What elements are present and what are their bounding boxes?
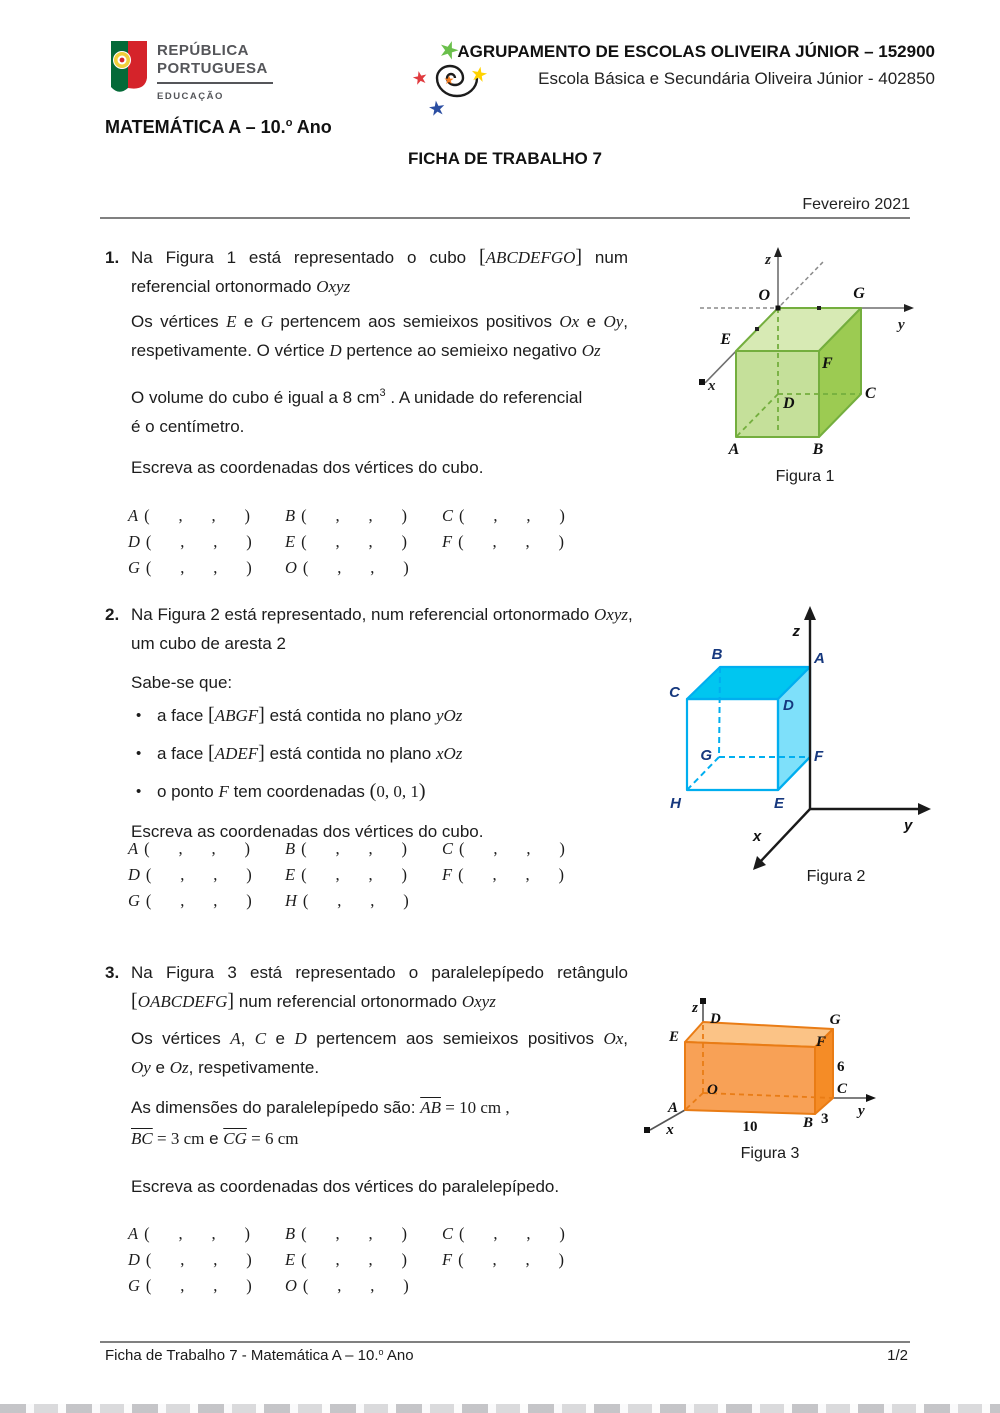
math-oxyz: Oxyz	[594, 605, 629, 624]
vertex-label-O: O	[707, 1082, 718, 1098]
figure-1-caption: Figura 1	[775, 468, 835, 485]
bullet-dot: •	[136, 783, 142, 800]
orange-star: ★	[443, 73, 455, 87]
coord-blank: ( , , )	[301, 1224, 407, 1243]
coord-row	[128, 836, 599, 862]
q2-line2: um cubo de aresta 2	[131, 634, 286, 653]
math: Oz	[581, 341, 601, 360]
school-name-line1: AGRUPAMENTO DE ESCOLAS OLIVEIRA JÚNIOR – 152900	[457, 42, 935, 61]
t: a face	[157, 706, 209, 725]
republica-portuguesa-flag-logo	[108, 40, 150, 98]
coord-cell	[285, 1221, 442, 1247]
gov-logo-text	[157, 42, 273, 106]
solid-front-face	[685, 1042, 815, 1114]
coord-blank: ( , , )	[145, 1250, 252, 1269]
math: D	[329, 341, 342, 360]
footer-ordinal: o	[378, 1347, 384, 1357]
measure: = 3 cm	[152, 1129, 205, 1148]
math-plane: yOz	[435, 706, 463, 725]
math: Ox	[559, 312, 580, 331]
t: num referencial ortonormado	[234, 992, 462, 1011]
coord-row	[128, 1247, 599, 1273]
t: ,	[240, 1029, 255, 1048]
t: O volume do cubo é igual a 8 cm	[131, 388, 380, 407]
q3-line6	[105, 1123, 628, 1154]
coord-cell	[285, 555, 442, 581]
green-leaf-star: ★	[434, 34, 464, 67]
vertex-label-H: H	[670, 795, 681, 812]
t: e	[266, 1029, 295, 1048]
vertex-label-A: A	[667, 1100, 678, 1116]
coord-cell	[128, 1273, 285, 1299]
vertex-letter: G	[128, 891, 140, 910]
blue-star: ★	[426, 96, 448, 122]
t: ,	[628, 605, 633, 624]
coord-cell	[285, 888, 442, 914]
vertex-label-A: A	[728, 441, 740, 458]
coord-cell	[128, 555, 285, 581]
footer-rule	[100, 1341, 910, 1343]
y-arrowhead	[918, 803, 931, 815]
q3-coords	[128, 1221, 599, 1299]
negative-x-dashed	[781, 262, 823, 305]
q3-line7: Escreva as coordenadas dos vértices do paralelepípedo.	[131, 1177, 560, 1196]
vertex-label-G: G	[853, 285, 865, 302]
gov-line-educacao: EDUCAÇÃO	[157, 91, 224, 102]
z-arrowhead	[774, 247, 782, 257]
gov-divider	[157, 82, 273, 84]
t: ,	[623, 1029, 629, 1048]
math-cube-name: ABCDEFGO	[485, 248, 576, 267]
bracket: ]	[575, 246, 583, 268]
coord-row	[128, 1273, 599, 1299]
x-axis-label: x	[666, 1122, 674, 1138]
z-axis-label: z	[692, 1000, 698, 1016]
coord-blank: ( , , )	[144, 839, 250, 858]
coord-blank: ( , , )	[459, 506, 565, 525]
flag-red-band	[128, 41, 147, 89]
coord-blank: ( , , )	[302, 891, 409, 910]
question-3	[105, 958, 628, 1201]
fig1-cube-faces	[736, 308, 861, 437]
y-axis-label: y	[898, 317, 905, 333]
t: pertencem aos semieixos positivos	[272, 312, 560, 331]
math: Oz	[169, 1058, 189, 1077]
figure-2-caption: Figura 2	[806, 868, 866, 885]
t: referencial ortonormado	[131, 277, 317, 296]
t: Os vértices	[131, 312, 227, 331]
bullet-dot: •	[136, 745, 142, 762]
fig3-solid-faces	[685, 1022, 833, 1114]
y-axis-label: y	[858, 1103, 865, 1119]
z-axis-label: z	[792, 623, 800, 640]
t: As dimensões do paralelepípedo são:	[131, 1098, 421, 1117]
bracket: [	[478, 246, 486, 268]
t: Os vértices	[131, 1029, 231, 1048]
math: C	[254, 1029, 267, 1048]
header-rule	[100, 217, 910, 219]
coord-cell	[128, 836, 285, 862]
coord-cell	[128, 862, 285, 888]
coord-cell	[285, 1273, 442, 1299]
vertex-letter: O	[285, 1276, 297, 1295]
math: G	[260, 312, 273, 331]
vertex-letter: A	[128, 839, 139, 858]
t: está contida no plano	[264, 706, 436, 725]
coord-blank: ( , , )	[145, 532, 252, 551]
math: Oy	[603, 312, 624, 331]
gov-line-republica: REPÚBLICA	[157, 42, 250, 59]
q1-line6: é o centímetro.	[131, 417, 245, 436]
x-arrow-tip	[699, 379, 705, 385]
subject-title	[105, 117, 332, 138]
y-tick	[817, 306, 821, 310]
q2-bullet-1	[105, 697, 650, 735]
vertex-letter: O	[285, 558, 297, 577]
x-axis-label: x	[752, 828, 762, 845]
segment-AB: $\overline{AB}$	[420, 1098, 441, 1117]
math-face: ABGF	[214, 706, 259, 725]
t: Na Figura 3 está representado o paralelepípedo retângulo	[131, 963, 628, 982]
q1-number: 1.	[105, 248, 120, 267]
vertex-letter: F	[442, 532, 453, 551]
emblem-shield	[120, 58, 125, 63]
coord-row	[128, 862, 599, 888]
coord-cell	[442, 529, 599, 555]
y-arrowhead	[904, 304, 914, 312]
y-axis-label: y	[904, 817, 913, 834]
next-page-edge	[0, 1404, 1000, 1413]
vertex-label-D: D	[710, 1011, 721, 1027]
q3-line2	[105, 987, 628, 1016]
q3-number: 3.	[105, 963, 120, 982]
coord-cell	[442, 862, 599, 888]
coord-cell	[285, 1247, 442, 1273]
coord-cell	[128, 529, 285, 555]
q2-coords	[128, 836, 599, 914]
vertex-letter: B	[285, 506, 296, 525]
x-arrow-tip	[644, 1127, 650, 1133]
q1-line1	[105, 243, 628, 272]
vertex-label-E: E	[720, 331, 731, 348]
vertex-label-C: C	[865, 385, 876, 402]
q1-line2	[105, 272, 628, 301]
yellow-star: ★	[468, 62, 490, 88]
math: E	[226, 312, 237, 331]
paren: (	[369, 780, 377, 802]
q2-line3: Sabe-se que:	[131, 673, 233, 692]
bracket: ]	[258, 704, 265, 726]
coord-row	[128, 503, 599, 529]
vertex-label-G: G	[700, 747, 712, 764]
coord-cell	[442, 503, 599, 529]
math-face: ADEF	[214, 744, 259, 763]
q3-line3	[105, 1024, 628, 1053]
figure-1-cube-diagram	[675, 240, 930, 468]
math: D	[294, 1029, 307, 1048]
vertex-label-B: B	[711, 646, 723, 663]
coord-blank: ( , , )	[301, 865, 407, 884]
footer-page-number: 1/2	[887, 1347, 908, 1364]
bullet-dot: •	[136, 707, 142, 724]
bracket: [	[208, 704, 215, 726]
vertex-letter: E	[285, 865, 296, 884]
vertex-label-O: O	[758, 287, 770, 304]
vertex-letter: B	[285, 839, 296, 858]
vertex-label-G: G	[829, 1012, 841, 1028]
vertex-label-E: E	[668, 1029, 679, 1045]
vertex-letter: C	[442, 839, 454, 858]
coord-blank: ( , , )	[459, 839, 565, 858]
dim-label-6: 6	[837, 1059, 845, 1075]
t: pertencem aos semieixos positivos	[306, 1029, 604, 1048]
coord-cell	[128, 888, 285, 914]
measure: = 6 cm	[246, 1129, 299, 1148]
q1-line7: Escreva as coordenadas dos vértices do cubo.	[131, 458, 484, 477]
vertex-label-F: F	[822, 355, 833, 372]
coord-blank: ( , , )	[302, 558, 409, 577]
t: e	[150, 1058, 170, 1077]
z-arrow-tip	[700, 998, 706, 1004]
vertex-letter: E	[285, 1250, 296, 1269]
t: e	[204, 1129, 224, 1148]
q3-line5	[105, 1092, 628, 1123]
vertex-letter: B	[285, 1224, 296, 1243]
t: a face	[157, 744, 209, 763]
sheet-title: FICHA DE TRABALHO 7	[408, 149, 602, 168]
vertex-letter: E	[285, 532, 296, 551]
gov-line-portuguesa: PORTUGUESA	[157, 60, 268, 77]
vertex-label-A: A	[814, 650, 825, 667]
t: Na Figura 1 está representado o cubo	[131, 248, 479, 267]
subject-text: MATEMÁTICA A – 10.	[105, 117, 286, 137]
q2-line1	[105, 600, 650, 629]
coord-cell	[285, 529, 442, 555]
vertex-letter: F	[442, 1250, 453, 1269]
date: Fevereiro 2021	[802, 196, 910, 213]
vertex-letter: G	[128, 558, 140, 577]
coord-cell	[442, 1247, 599, 1273]
vertex-letter: D	[128, 1250, 140, 1269]
t: tem coordenadas	[228, 782, 370, 801]
origin-dot	[776, 306, 781, 311]
bracket: ]	[258, 742, 265, 764]
dim-label-3: 3	[821, 1111, 829, 1127]
math: Ox	[603, 1029, 624, 1048]
vertex-letter: F	[442, 865, 453, 884]
paren: )	[418, 780, 426, 802]
subject-suffix: Ano	[292, 117, 332, 137]
coord-cell	[128, 1221, 285, 1247]
coord-row	[128, 888, 599, 914]
t: respetivamente. O vértice	[131, 341, 330, 360]
coord-cell	[442, 836, 599, 862]
vertex-letter: D	[128, 532, 140, 551]
coord-blank: ( , , )	[301, 1250, 407, 1269]
t: . A unidade do referencial	[385, 388, 583, 407]
coord-blank: ( , , )	[145, 865, 252, 884]
vertex-letter: A	[128, 506, 139, 525]
vertex-letter: C	[442, 1224, 454, 1243]
t: e	[236, 312, 261, 331]
coord-cell	[285, 503, 442, 529]
vertex-label-F: F	[816, 1034, 827, 1050]
vertex-letter: C	[442, 506, 454, 525]
bracket: ]	[227, 990, 235, 1012]
coord-blank: ( , , )	[301, 839, 407, 858]
q1-line5	[105, 379, 628, 412]
coord-blank: ( , , )	[144, 506, 250, 525]
q2-line4: Escreva as coordenadas dos vértices do cubo.	[131, 822, 484, 841]
school-name-line2: Escola Básica e Secundária Oliveira Júnior - 402850	[538, 69, 935, 88]
coord-blank: ( , , )	[302, 1276, 409, 1295]
vertex-label-D: D	[783, 395, 795, 412]
coord-cell	[442, 1221, 599, 1247]
q2-bullet-3	[105, 773, 650, 811]
q3-line4	[105, 1053, 628, 1082]
q1-line3	[105, 307, 628, 336]
measure: = 10 cm ,	[440, 1098, 510, 1117]
coord-blank: ( , , )	[145, 891, 252, 910]
q2-bullet-2	[105, 735, 650, 773]
vertex-label-F: F	[814, 748, 824, 765]
t: e	[579, 312, 604, 331]
segment-BC: $\overline{BC}$	[131, 1129, 153, 1148]
coord-blank: ( , , )	[145, 1276, 252, 1295]
coord-cell	[285, 862, 442, 888]
t: , respetivamente.	[188, 1058, 320, 1077]
exponent: 3	[379, 387, 386, 399]
vertex-label-C: C	[669, 684, 680, 701]
math-oxyz: Oxyz	[316, 277, 351, 296]
question-2	[105, 600, 650, 846]
vertex-letter: G	[128, 1276, 140, 1295]
t: Na Figura 2 está representado, num referencial ortonormado	[131, 605, 595, 624]
coord-row	[128, 529, 599, 555]
fig2-cube-faces	[687, 667, 810, 790]
vertex-letter: A	[128, 1224, 139, 1243]
vertex-letter: D	[128, 865, 140, 884]
t: num	[582, 248, 629, 267]
footer-text-a: Ficha de Trabalho 7 - Matemática A – 10.	[105, 1347, 379, 1364]
bracket: [	[208, 742, 215, 764]
x-axis	[760, 809, 810, 862]
coord-blank: ( , , )	[458, 1250, 564, 1269]
coord-blank: ( , , )	[459, 1224, 565, 1243]
t: ,	[623, 312, 628, 331]
q2-number: 2.	[105, 605, 120, 624]
figure-3-parallelepiped-diagram	[630, 990, 940, 1150]
coord-blank: ( , , )	[458, 865, 564, 884]
subject-ordinal: o	[285, 117, 293, 129]
x-axis-label: x	[708, 378, 716, 394]
z-axis-label: z	[765, 252, 771, 268]
dim-label-10: 10	[742, 1119, 758, 1135]
math: Oy	[131, 1058, 151, 1077]
q3-line1	[105, 958, 628, 987]
footer-text-b: Ano	[383, 1347, 414, 1364]
question-1	[105, 243, 628, 482]
t: está contida no plano	[264, 744, 436, 763]
coord-cell	[285, 836, 442, 862]
coord-blank: ( , , )	[144, 1224, 250, 1243]
math-plane: xOz	[435, 744, 463, 763]
t: o ponto	[157, 782, 219, 801]
math-solid-name: OABCDEFG	[137, 992, 228, 1011]
coord-cell	[128, 1247, 285, 1273]
cube-front-face	[687, 699, 778, 790]
q1-coords	[128, 503, 599, 581]
hidden-edge-BG	[719, 667, 720, 757]
coord-blank: ( , , )	[145, 558, 252, 577]
y-arrowhead	[866, 1094, 876, 1102]
coord-blank: ( , , )	[301, 506, 407, 525]
figure-2-cube-diagram	[650, 600, 940, 885]
coord-row	[128, 1221, 599, 1247]
red-star: ★	[410, 66, 430, 90]
coords-value: 0, 0, 1	[376, 782, 419, 801]
vertex-label-E: E	[773, 795, 785, 812]
footer-left	[105, 1347, 414, 1364]
vertex-letter: H	[285, 891, 297, 910]
segment-CG: $\overline{CG}$	[223, 1129, 247, 1148]
coord-cell	[128, 503, 285, 529]
t: pertence ao semieixo negativo	[341, 341, 582, 360]
math-point: F	[218, 782, 229, 801]
coord-row	[128, 555, 599, 581]
q1-line4	[105, 336, 628, 365]
math-oxyz: Oxyz	[461, 992, 496, 1011]
vertex-label-B: B	[802, 1115, 814, 1131]
bracket: [	[131, 990, 138, 1012]
coord-blank: ( , , )	[458, 532, 564, 551]
vertex-label-B: B	[812, 441, 824, 458]
x-tick	[755, 327, 759, 331]
coord-blank: ( , , )	[301, 532, 407, 551]
figure-3-caption: Figura 3	[740, 1145, 800, 1162]
vertex-label-C: C	[837, 1081, 848, 1097]
z-arrowhead	[804, 606, 816, 620]
math: A	[230, 1029, 241, 1048]
vertex-label-D: D	[783, 697, 794, 714]
